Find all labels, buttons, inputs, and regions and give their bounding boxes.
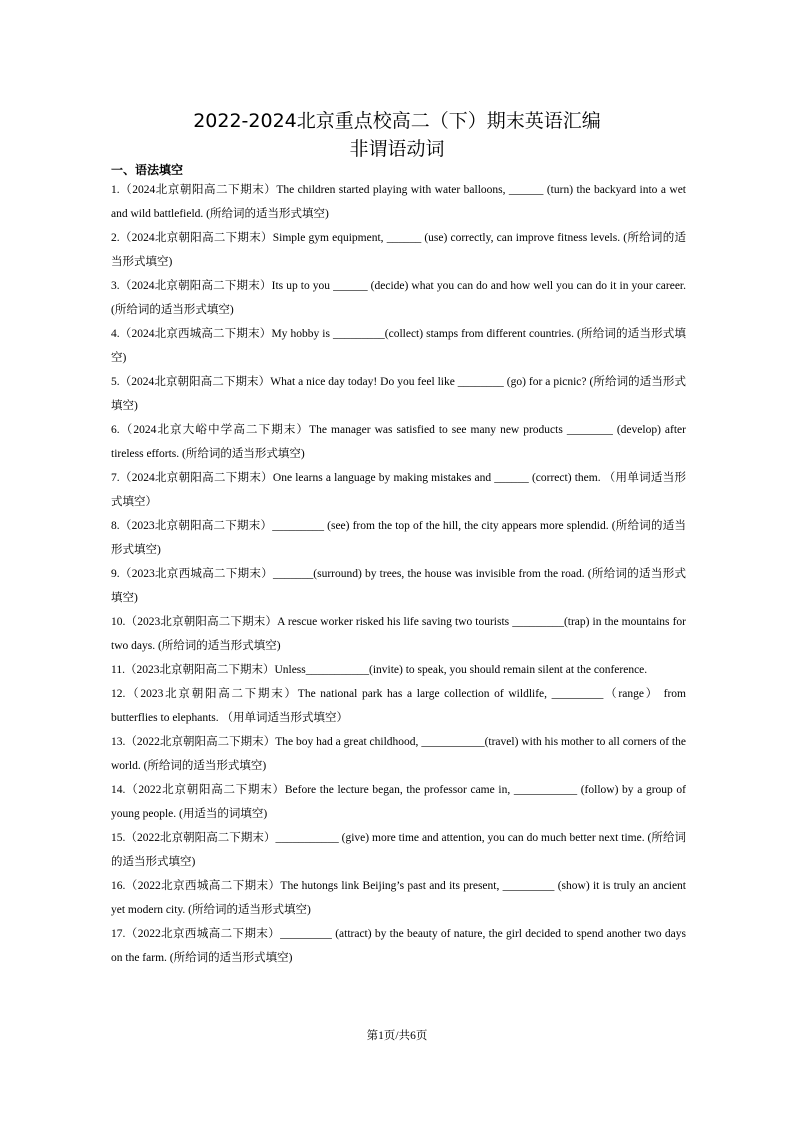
question-item: 8.（2023北京朝阳高二下期末）_________ (see) from the top of the hill, the city appears more splendid. (所给词的适当形式填空) [111,520,686,556]
question-item: 12.（2023北京朝阳高二下期末）The national park has a large collection of wildlife, _________（range） from butterflies to elephants. （用单词适当形式填空） [111,688,686,724]
question-item: 10.（2023北京朝阳高二下期末）A rescue worker risked his life saving two tourists _________(trap) in the mountains for two days. (所给词的适当形式填空) [111,616,686,652]
page-number-footer: 第1页/共6页 [366,1030,428,1042]
question-item: 16.（2022北京西城高二下期末）The hutongs link Beijing’s past and its present, _________ (show) it is truly an ancient yet modern city. (所给词的适当形式填空) [111,880,686,916]
question-item: 6.（2024北京大峪中学高二下期末）The manager was satisfied to see many new products ________ (develop) after tireless efforts. (所给词的适当形式填空) [111,424,686,460]
section-heading: 一、语法填空 [111,163,184,177]
question-item: 7.（2024北京朝阳高二下期末）One learns a language by making mistakes and ______ (correct) them. （用单词适当形式填空） [111,472,686,508]
question-item: 17.（2022北京西城高二下期末）_________ (attract) by the beauty of nature, the girl decided to spend another two days on the farm. (所给词的适当形式填空) [111,928,686,964]
question-item: 1.（2024北京朝阳高二下期末）The children started playing with water balloons, ______ (turn) the backyard into a wet and wild battlefield. (所给词的适当形式填空) [111,184,686,220]
question-item: 13.（2022北京朝阳高二下期末）The boy had a great childhood, ___________(travel) with his mother to all corners of the world. (所给词的适当形式填空) [111,736,686,772]
question-item: 3.（2024北京朝阳高二下期末）Its up to you ______ (decide) what you can do and how well you can do it in your career. (所给词的适当形式填空) [111,280,686,316]
document-title: 2022-2024北京重点校高二（下）期末英语汇编 [193,110,601,132]
document-subtitle: 非谓语动词 [349,138,445,160]
question-item: 14.（2022北京朝阳高二下期末）Before the lecture began, the professor came in, ___________ (follow) by a group of young people. (用适当的词填空) [111,784,686,820]
question-item: 9.（2023北京西城高二下期末）_______(surround) by trees, the house was invisible from the road. (所给词的适当形式填空) [111,568,686,604]
question-item: 2.（2024北京朝阳高二下期末）Simple gym equipment, ______ (use) correctly, can improve fitness levels. (所给词的适当形式填空) [111,232,686,268]
question-item: 5.（2024北京朝阳高二下期末）What a nice day today! Do you feel like ________ (go) for a picnic? (所给词的适当形式填空) [111,376,686,412]
question-item: 4.（2024北京西城高二下期末）My hobby is _________(collect) stamps from different countries. (所给词的适当形式填空) [111,328,686,364]
question-list [111,178,686,970]
question-item: 11.（2023北京朝阳高二下期末）Unless___________(invite) to speak, you should remain silent at the conference. [111,664,648,676]
question-item: 15.（2022北京朝阳高二下期末）___________ (give) more time and attention, you can do much better next time. (所给词的适当形式填空) [111,832,686,868]
